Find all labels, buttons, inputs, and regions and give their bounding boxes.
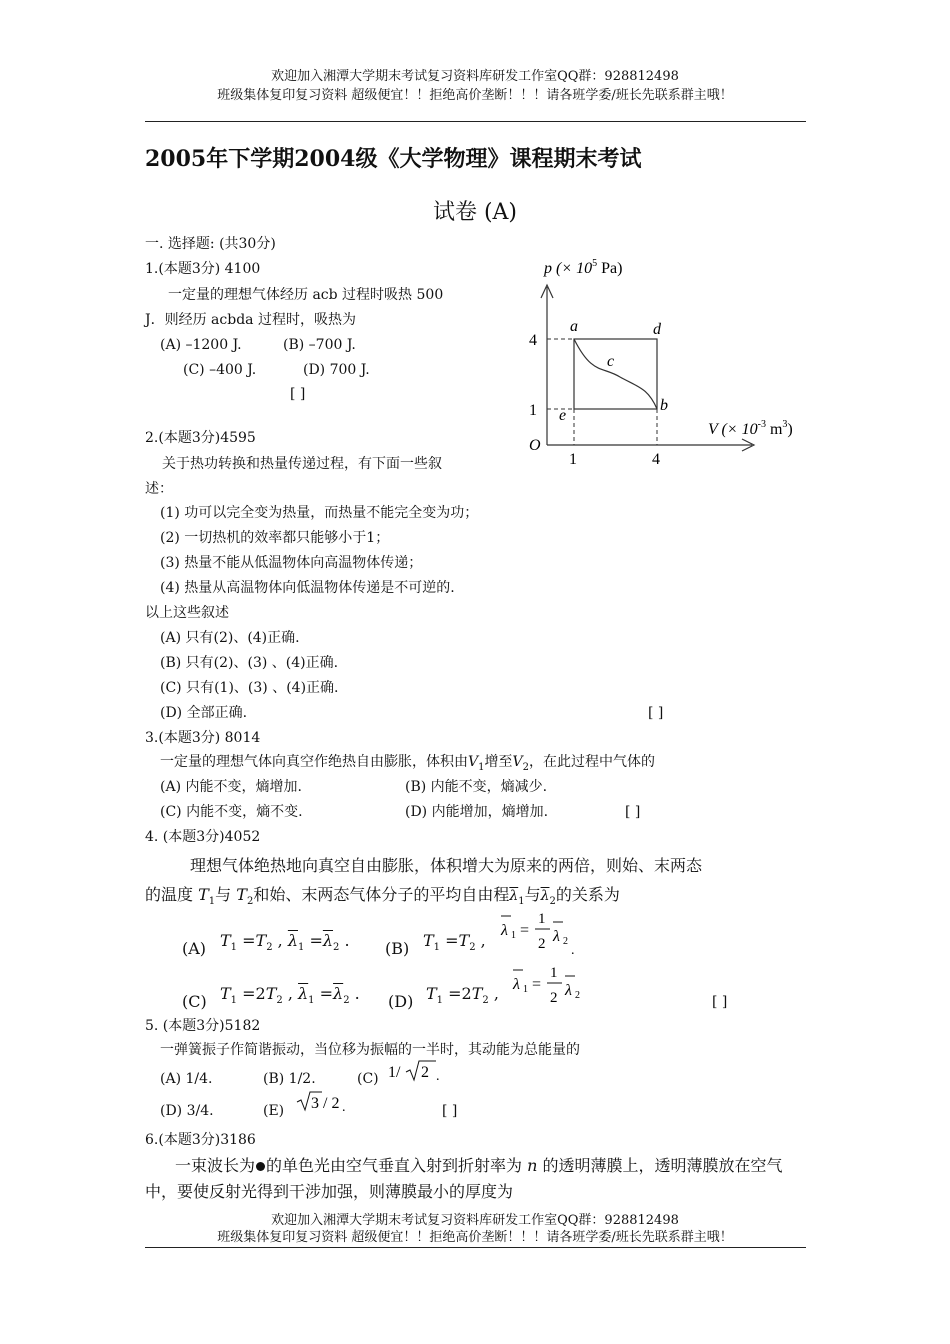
q5-option-c-expr — [386, 1058, 446, 1086]
q2-statement-2: (2) 一切热机的效率都只能够小于1； — [160, 530, 390, 546]
q4-option-a-expr: $T_1 =T_2$ , $\overline{\lambda}_1 =\overline{\lambda}_2$ . — [220, 931, 350, 954]
q1-head: 1.(本题3分) 4100 — [145, 261, 261, 277]
q3-option-d: (D) 内能增加，熵增加. — [405, 804, 549, 820]
q5-option-e-label: (E) — [263, 1103, 285, 1119]
q1-stem-1: 一定量的理想气体经历 acb 过程时吸热 500 — [168, 287, 444, 303]
svg-text:λ: λ — [553, 928, 560, 945]
svg-text:1: 1 — [550, 965, 558, 981]
svg-text:2: 2 — [550, 990, 558, 1006]
q1-stem-2: J．则经历 acbda 过程时，吸热为 — [145, 312, 356, 328]
q5-option-e-expr — [296, 1089, 351, 1117]
q3-option-c: (C) 内能不变，熵不变. — [160, 804, 303, 820]
q4-option-b-expr-1: $T_1 =T_2$ , — [423, 931, 486, 954]
q2-statement-1: (1) 功可以完全变为热量，而热量不能完全变为功； — [160, 505, 479, 521]
svg-text:2: 2 — [538, 936, 546, 952]
q3-option-b: (B) 内能不变，熵减少. — [405, 779, 548, 795]
footer-line-1: 欢迎加入湘潭大学期末考试复习资料库研发工作室QQ群：928812498 — [271, 1213, 679, 1228]
q4-stem-2: 的温度 $T_1$与 $T_2$和始、末两态气体分子的平均自由程$\overline{\lambda}_1$与$\overline{\lambda}_2$的关系为 — [145, 885, 620, 908]
header-line-1: 欢迎加入湘潭大学期末考试复习资料库研发工作室QQ群：928812498 — [271, 69, 679, 84]
origin-label: O — [529, 437, 541, 454]
page-subtitle: 试卷 (A) — [432, 200, 518, 225]
q2-statement-4: (4) 热量从高温物体向低温物体传递是不可逆的. — [160, 580, 455, 596]
q6-stem-2: 中，要使反射光得到干涉加强，则薄膜最小的厚度为 — [145, 1182, 514, 1201]
tick-v-4: 4 — [652, 451, 660, 468]
page-title: 2005年下学期2004级《大学物理》课程期末考试 — [145, 146, 642, 172]
q5-option-b: (B) 1/2. — [263, 1071, 316, 1087]
svg-text:λ: λ — [501, 922, 508, 939]
q5-option-c-label: (C) — [357, 1071, 379, 1087]
q4-answer-bracket: [ ] — [712, 994, 728, 1010]
footer-line-2: 班级集体复印复习资料 超级便宜！！拒绝高价垄断！！！请各班学委/班长先联系群主哦！ — [217, 1230, 733, 1245]
svg-text:=: = — [520, 922, 530, 939]
svg-text:2: 2 — [563, 936, 568, 947]
q1-answer-bracket: [ ] — [290, 386, 306, 402]
process-curve-acb — [574, 339, 657, 409]
q5-answer-bracket: [ ] — [442, 1103, 458, 1119]
q2-answer-bracket: [ ] — [648, 705, 664, 721]
q5-option-d: (D) 3/4. — [160, 1103, 214, 1119]
svg-text:2: 2 — [421, 1064, 429, 1081]
header-line-2: 班级集体复印复习资料 超级便宜！！拒绝高价垄断！！！请各班学委/班长先联系群主哦！ — [217, 88, 733, 103]
tick-p-1: 1 — [529, 402, 537, 419]
q5-option-a: (A) 1/4. — [160, 1071, 213, 1087]
point-d-label: d — [653, 321, 661, 338]
q3-option-a: (A) 内能不变，熵增加. — [160, 779, 302, 795]
section-heading: 一. 选择题: (共30分) — [145, 236, 276, 252]
q6-stem-1: 一束波长为 的单色光由空气垂直入射到折射率为 n 的透明薄膜上，透明薄膜放在空气 — [175, 1156, 783, 1175]
tick-p-4: 4 — [529, 332, 537, 349]
q2-option-d: (D) 全部正确. — [160, 705, 248, 721]
q6-head: 6.(本题3分)3186 — [145, 1132, 256, 1148]
q2-option-b: (B) 只有(2)、(3) 、(4)正确. — [160, 655, 339, 671]
q1-option-a: (A) –1200 J. — [160, 337, 242, 353]
q2-stem-1: 关于热功转换和热量传递过程，有下面一些叙 — [162, 456, 442, 472]
svg-text:=: = — [532, 976, 542, 993]
q3-head: 3.(本题3分) 8014 — [145, 730, 261, 746]
svg-text:1: 1 — [538, 911, 546, 927]
point-c-label: c — [607, 353, 615, 370]
point-e-label: e — [559, 407, 567, 424]
svg-text:1/: 1/ — [388, 1064, 401, 1081]
q4-option-c-expr: $T_1 =2T_2$ , $\overline{\lambda}_1 =\overline{\lambda}_2$ . — [220, 984, 360, 1007]
v-axis-label: V (× $10^{-3}$ $m^3$) — [708, 419, 793, 438]
svg-text:.: . — [436, 1069, 440, 1084]
pv-diagram — [520, 250, 820, 470]
q4-option-d-expr-1: $T_1 =2T_2$ , — [426, 984, 499, 1007]
q1-option-c: (C) –400 J. — [183, 362, 257, 378]
svg-text:λ: λ — [513, 976, 520, 993]
q2-head: 2.(本题3分)4595 — [145, 430, 256, 446]
q4-option-d-expr-2 — [510, 960, 600, 1010]
q1-option-d: (D) 700 J. — [303, 362, 370, 378]
svg-text:.: . — [571, 943, 575, 958]
point-a-label: a — [570, 318, 578, 335]
q4-option-d-label: (D) — [388, 992, 414, 1011]
q4-stem-1: 理想气体绝热地向真空自由膨胀，体积增大为原来的两倍，则始、末两态 — [190, 856, 703, 875]
svg-text:1: 1 — [511, 930, 516, 941]
tick-v-1: 1 — [569, 451, 577, 468]
q3-stem: 一定量的理想气体向真空作绝热自由膨胀，体积由$V_1$增至$V_2$，在此过程中气体的 — [160, 754, 655, 773]
q5-head: 5. (本题3分)5182 — [145, 1018, 261, 1034]
svg-text:.: . — [342, 1100, 346, 1115]
footer-rule — [145, 1247, 806, 1248]
header-rule — [145, 121, 806, 122]
q5-stem: 一弹簧振子作简谐振动，当位移为振幅的一半时，其动能为总能量的 — [160, 1042, 580, 1058]
q4-option-a-label: (A) — [182, 939, 207, 958]
svg-text:1: 1 — [523, 984, 528, 995]
q2-option-c: (C) 只有(1)、(3) 、(4)正确. — [160, 680, 339, 696]
svg-text:2: 2 — [575, 990, 580, 1001]
p-axis-label: p (× $10^5$ Pa) — [544, 258, 623, 277]
q2-lead: 以上这些叙述 — [145, 605, 229, 621]
q2-stem-2: 述： — [145, 481, 173, 497]
svg-text:3: 3 — [311, 1095, 319, 1112]
q4-head: 4. (本题3分)4052 — [145, 829, 261, 845]
q4-option-b-expr-2 — [498, 906, 588, 958]
q4-option-c-label: (C) — [182, 992, 207, 1011]
q3-answer-bracket: [ ] — [625, 804, 641, 820]
q2-statement-3: (3) 热量不能从低温物体向高温物体传递； — [160, 555, 423, 571]
q2-option-a: (A) 只有(2)、(4)正确. — [160, 630, 300, 646]
svg-text:/ 2: / 2 — [323, 1095, 340, 1112]
q4-option-b-label: (B) — [385, 939, 410, 958]
svg-text:λ: λ — [565, 982, 572, 999]
q1-option-b: (B) –700 J. — [283, 337, 356, 353]
point-b-label: b — [660, 397, 668, 414]
